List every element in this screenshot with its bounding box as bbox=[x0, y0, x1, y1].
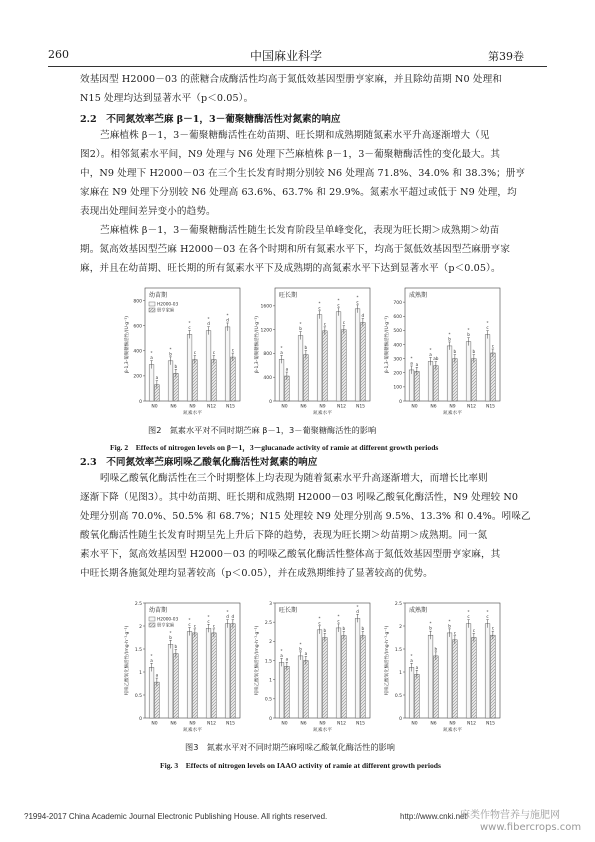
y-tick-label: 600 bbox=[393, 315, 402, 321]
paragraph-line: 期。氮高效基因型苎麻 H2000－03 在各个时期和所有氮素水平下，均高于氮低效基因型苎麻册亨家 bbox=[80, 244, 511, 255]
significance-label: a bbox=[429, 351, 432, 357]
significance-label: a bbox=[285, 656, 289, 662]
bar-册亨家麻-N6 bbox=[304, 355, 309, 401]
bar-H2000-03-N6 bbox=[168, 644, 173, 718]
significance-label: d bbox=[226, 614, 229, 620]
significance-label: b bbox=[467, 332, 470, 338]
x-tick-label: N9 bbox=[189, 721, 196, 727]
bar-H2000-03-N15 bbox=[225, 624, 230, 718]
significance-label: b bbox=[448, 623, 451, 629]
bar-册亨家麻-N6 bbox=[174, 654, 179, 718]
x-tick-label: N6 bbox=[170, 404, 177, 410]
x-tick-label: N0 bbox=[411, 404, 418, 410]
bar-H2000-03-N15 bbox=[485, 624, 490, 718]
significance-star: * bbox=[448, 331, 451, 337]
significance-star: * bbox=[467, 609, 470, 615]
significance-label: c bbox=[318, 305, 321, 311]
panel-title: 成熟期 bbox=[409, 292, 428, 299]
significance-star: * bbox=[429, 347, 432, 353]
significance-star: * bbox=[280, 345, 283, 351]
significance-star: * bbox=[299, 641, 302, 647]
significance-star: * bbox=[337, 297, 340, 303]
bar-H2000-03-N12 bbox=[466, 624, 471, 718]
panel-title: 幼苗期 bbox=[149, 607, 168, 614]
bar-H2000-03-N9 bbox=[187, 632, 192, 718]
paragraph-line: N15 处理均达到显著水平（p＜0.05）。 bbox=[80, 93, 254, 104]
y-tick-label: 0.5 bbox=[264, 697, 272, 703]
bar-册亨家麻-N9 bbox=[193, 360, 198, 401]
bar-册亨家麻-N6 bbox=[434, 656, 439, 718]
significance-label: b bbox=[169, 634, 172, 640]
y-tick-label: 1.5 bbox=[264, 659, 272, 665]
chart-panel-旺长期 bbox=[253, 288, 370, 416]
bar-册亨家麻-N0 bbox=[415, 371, 420, 401]
paragraph-line: 苎麻植株 β－1，3－葡聚糖酶活性在幼苗期、旺长期和成熟期随氮素水平升高逐渐增大（见 bbox=[100, 130, 490, 141]
significance-label: c bbox=[472, 627, 476, 633]
y-tick-label: 100 bbox=[393, 385, 402, 391]
y-tick-label: 0 bbox=[399, 399, 402, 405]
x-axis-label: 氮素水平 bbox=[182, 728, 203, 733]
y-tick-label: 0 bbox=[399, 716, 402, 722]
x-tick-label: N9 bbox=[319, 404, 326, 410]
y-axis-label: β-1,3-葡聚糖酶活性/(U·g⁻¹) bbox=[125, 315, 130, 374]
y-tick-label: 0 bbox=[139, 716, 142, 722]
figure-3-caption-cn: 图3 氮素水平对不同时期苎麻吲哚乙酸氧化酶活性的影响 bbox=[185, 742, 395, 752]
significance-label: a bbox=[410, 360, 413, 366]
x-tick-label: N15 bbox=[225, 721, 236, 727]
x-tick-label: N15 bbox=[225, 404, 236, 410]
bar-册亨家麻-N0 bbox=[155, 682, 160, 718]
y-tick-label: 200 bbox=[393, 371, 402, 377]
bar-册亨家麻-N15 bbox=[231, 357, 236, 401]
legend-swatch bbox=[149, 302, 155, 306]
x-axis-label: 氮素水平 bbox=[312, 728, 333, 733]
significance-star: * bbox=[280, 648, 283, 654]
bar-H2000-03-N12 bbox=[206, 628, 211, 718]
significance-label: b bbox=[174, 363, 178, 369]
significance-label: d bbox=[361, 313, 365, 319]
significance-label: a bbox=[280, 349, 283, 355]
bar-H2000-03-N6 bbox=[168, 361, 173, 401]
significance-label: b bbox=[434, 646, 438, 652]
significance-star: * bbox=[150, 350, 153, 356]
bar-H2000-03-N0 bbox=[149, 667, 154, 718]
x-tick-label: N6 bbox=[300, 404, 307, 410]
significance-label: c bbox=[491, 343, 495, 349]
significance-label: c bbox=[486, 614, 489, 620]
significance-label: b bbox=[304, 345, 308, 351]
page-number: 260 bbox=[48, 48, 69, 61]
significance-star: * bbox=[318, 615, 321, 621]
chart-panel-成熟期 bbox=[383, 288, 500, 416]
y-tick-label: 1.5 bbox=[394, 647, 402, 653]
legend-swatch bbox=[149, 308, 155, 312]
significance-label: a bbox=[285, 366, 289, 372]
bar-册亨家麻-N15 bbox=[361, 322, 366, 401]
significance-label: c bbox=[212, 623, 216, 629]
bar-册亨家麻-N6 bbox=[174, 373, 179, 401]
significance-label: c bbox=[323, 321, 327, 327]
y-tick-label: 2.5 bbox=[394, 601, 402, 607]
y-tick-label: 2.5 bbox=[264, 620, 272, 626]
paragraph-line: 表现出处理间差异变小的趋势。 bbox=[80, 206, 216, 217]
bar-H2000-03-N15 bbox=[355, 618, 360, 718]
y-tick-label: 3 bbox=[269, 601, 272, 607]
significance-label: d bbox=[226, 317, 229, 323]
y-tick-label: 1 bbox=[269, 678, 272, 684]
bar-H2000-03-N12 bbox=[466, 342, 471, 401]
panel-title: 旺长期 bbox=[279, 292, 298, 299]
y-tick-label: 300 bbox=[393, 357, 402, 363]
paragraph-line: 中，N9 处理下 H2000－03 在三个生长发育时期分别较 N6 处理高 71.8%、34.0% 和 38.3%；册亨 bbox=[80, 168, 526, 179]
significance-star: * bbox=[188, 320, 191, 326]
bar-册亨家麻-N9 bbox=[453, 640, 458, 718]
x-tick-label: N0 bbox=[281, 404, 288, 410]
significance-label: c bbox=[337, 618, 340, 624]
x-tick-label: N12 bbox=[466, 404, 477, 410]
significance-star: * bbox=[207, 316, 210, 322]
y-tick-label: 1 bbox=[139, 670, 142, 676]
x-tick-label: N9 bbox=[449, 721, 456, 727]
y-tick-label: 2 bbox=[399, 624, 402, 630]
watermark-cn: 麻类作物营养与施肥网 bbox=[460, 810, 560, 821]
significance-label: c bbox=[188, 621, 191, 627]
x-tick-label: N0 bbox=[151, 404, 158, 410]
y-tick-label: 600 bbox=[133, 324, 142, 330]
figure-3-caption-en: Fig. 3 Effects of nitrogen levels on IAAO activity of ramie at different growth periods bbox=[160, 761, 441, 770]
x-tick-label: N9 bbox=[319, 721, 326, 727]
bar-册亨家麻-N12 bbox=[212, 360, 217, 401]
significance-star: * bbox=[318, 300, 321, 306]
y-axis-label: β-1,3-葡聚糖酶活性/(U·g⁻¹) bbox=[385, 315, 390, 374]
y-tick-label: 2 bbox=[139, 624, 142, 630]
significance-star: * bbox=[207, 614, 210, 620]
bar-册亨家麻-N0 bbox=[415, 674, 420, 718]
significance-label: a bbox=[155, 672, 159, 678]
paragraph-line: 处理分别高 70.0%、50.5% 和 68.7%；N15 处理较 N9 处理分别高 9.5%、13.3% 和 0.4%。吲哚乙 bbox=[80, 511, 531, 522]
significance-label: d bbox=[356, 608, 359, 614]
bar-H2000-03-N0 bbox=[279, 359, 284, 401]
significance-label: c bbox=[193, 623, 197, 629]
x-tick-label: N0 bbox=[151, 721, 158, 727]
x-tick-label: N6 bbox=[170, 721, 177, 727]
bar-册亨家麻-N15 bbox=[231, 624, 236, 718]
bar-H2000-03-N0 bbox=[149, 365, 154, 401]
x-tick-label: N0 bbox=[411, 721, 418, 727]
legend-swatch bbox=[149, 617, 155, 621]
bar-H2000-03-N9 bbox=[317, 630, 322, 718]
panel-title: 幼苗期 bbox=[149, 292, 168, 299]
significance-label: b bbox=[448, 336, 451, 342]
significance-label: c bbox=[356, 299, 359, 305]
y-tick-label: 2 bbox=[269, 640, 272, 646]
significance-star: * bbox=[356, 604, 359, 610]
y-tick-label: 400 bbox=[263, 376, 272, 382]
bar-H2000-03-N12 bbox=[206, 331, 211, 401]
bar-H2000-03-N9 bbox=[447, 633, 452, 718]
paragraph-line: 逐渐下降（见图3）。其中幼苗期、旺长期和成熟期 H2000－03 吲哚乙酸氧化酶活性，N9 处理较 N0 bbox=[80, 492, 519, 503]
x-tick-label: N0 bbox=[281, 721, 288, 727]
x-tick-label: N15 bbox=[355, 721, 366, 727]
x-tick-label: N15 bbox=[485, 721, 496, 727]
bar-册亨家麻-N9 bbox=[453, 359, 458, 401]
significance-star: * bbox=[410, 355, 413, 361]
significance-label: a bbox=[415, 664, 419, 670]
bar-H2000-03-N6 bbox=[428, 361, 433, 401]
significance-label: c bbox=[231, 347, 235, 353]
significance-label: a bbox=[415, 361, 419, 367]
significance-label: d bbox=[231, 614, 235, 620]
paragraph-line: 图2）。相邻氮素水平间，N9 处理与 N6 处理下苎麻植株 β－1，3－葡聚糖酶活性的变化最大。其 bbox=[80, 149, 501, 160]
y-tick-label: 0 bbox=[269, 716, 272, 722]
significance-label: c bbox=[193, 350, 197, 356]
bar-册亨家麻-N15 bbox=[361, 636, 366, 718]
bar-册亨家麻-N12 bbox=[212, 633, 217, 718]
panel-title: 成熟期 bbox=[409, 607, 428, 614]
y-axis-label: 吲哚乙酸氧化酶活性/(mg·h⁻¹·g⁻¹) bbox=[255, 625, 260, 696]
y-tick-label: 800 bbox=[263, 352, 272, 358]
y-tick-label: 1.5 bbox=[134, 647, 142, 653]
bar-册亨家麻-N12 bbox=[342, 636, 347, 718]
y-tick-label: 2.5 bbox=[134, 601, 142, 607]
significance-label: b bbox=[169, 351, 172, 357]
y-axis-label: 吲哚乙酸氧化酶活性/(mg·h⁻¹·g⁻¹) bbox=[385, 625, 390, 696]
section-heading-2-3: 2.3 不同氮效率苎麻吲哚乙酸氧化酶活性对氮素的响应 bbox=[80, 457, 318, 468]
y-tick-label: 500 bbox=[393, 329, 402, 335]
bar-册亨家麻-N9 bbox=[323, 331, 328, 401]
significance-star: * bbox=[337, 613, 340, 619]
x-tick-label: N15 bbox=[355, 404, 366, 410]
bar-H2000-03-N0 bbox=[279, 662, 284, 718]
paragraph-line: 苎麻植株 β－1，3－葡聚糖酶活性随生长发育阶段呈单峰变化，表现为旺长期＞成熟期＞幼苗 bbox=[100, 225, 500, 236]
significance-label: a bbox=[155, 375, 159, 381]
x-tick-label: N12 bbox=[466, 721, 477, 727]
paragraph-line: 麻，并且在幼苗期、旺长期的所有氮素水平下及成熟期的高氮素水平下达到显著水平（p＜0.05）。 bbox=[80, 263, 501, 274]
bar-H2000-03-N12 bbox=[336, 312, 341, 401]
bar-H2000-03-N15 bbox=[485, 335, 490, 401]
bar-H2000-03-N6 bbox=[298, 656, 303, 718]
paragraph-line: 中旺长期各施氮处理均显著较高（p＜0.05），并在成熟期维持了显著较高的优势。 bbox=[80, 568, 433, 579]
y-tick-label: 400 bbox=[393, 343, 402, 349]
y-tick-label: 1 bbox=[399, 670, 402, 676]
watermark-url: www.fibercrops.com bbox=[480, 822, 582, 833]
header-rule bbox=[48, 66, 547, 67]
y-axis-label: β-1,3-葡聚糖酶活性/(U·g⁻¹) bbox=[255, 315, 260, 374]
significance-label: b bbox=[299, 326, 302, 332]
bar-册亨家麻-N0 bbox=[285, 666, 290, 718]
significance-label: b bbox=[299, 646, 302, 652]
bar-册亨家麻-N6 bbox=[304, 661, 309, 719]
bar-册亨家麻-N15 bbox=[491, 353, 496, 401]
section-heading-2-2: 2.2 不同氮效率苎麻 β－1，3－葡聚糖酶活性对氮素的响应 bbox=[80, 114, 341, 125]
y-tick-label: 1600 bbox=[260, 304, 272, 310]
significance-label: b bbox=[472, 349, 476, 355]
significance-label: a bbox=[410, 657, 413, 663]
significance-star: * bbox=[356, 294, 359, 300]
significance-star: * bbox=[467, 327, 470, 333]
x-tick-label: N12 bbox=[336, 404, 347, 410]
x-tick-label: N12 bbox=[206, 404, 217, 410]
bar-册亨家麻-N12 bbox=[342, 330, 347, 401]
bar-H2000-03-N0 bbox=[409, 370, 414, 401]
x-tick-label: N6 bbox=[300, 721, 307, 727]
bar-H2000-03-N15 bbox=[355, 309, 360, 401]
significance-star: * bbox=[150, 653, 153, 659]
chart-panel-幼苗期 bbox=[123, 601, 240, 733]
volume-label: 第39卷 bbox=[488, 50, 524, 63]
significance-label: b bbox=[361, 626, 365, 632]
x-tick-label: N12 bbox=[206, 721, 217, 727]
significance-label: c bbox=[212, 350, 216, 356]
significance-star: * bbox=[226, 609, 229, 615]
significance-label: c bbox=[342, 320, 346, 326]
significance-star: * bbox=[226, 312, 229, 318]
chart-panel-成熟期 bbox=[383, 601, 500, 733]
significance-label: c bbox=[337, 302, 340, 308]
significance-label: b bbox=[323, 627, 327, 633]
y-tick-label: 0.5 bbox=[134, 693, 142, 699]
significance-star: * bbox=[188, 617, 191, 623]
x-tick-label: N9 bbox=[449, 404, 456, 410]
cnki-url[interactable]: http://www.cnki.net bbox=[400, 812, 467, 821]
x-axis-label: 氮素水平 bbox=[442, 728, 463, 733]
copyright-notice: ?1994-2017 China Academic Journal Electronic Publishing House. All rights reserved. bbox=[24, 812, 328, 821]
bar-H2000-03-N6 bbox=[298, 336, 303, 401]
bar-H2000-03-N9 bbox=[317, 315, 322, 401]
figure-2 bbox=[115, 280, 515, 420]
y-tick-label: 0.5 bbox=[394, 693, 402, 699]
y-tick-label: 400 bbox=[133, 349, 142, 355]
significance-star: * bbox=[169, 630, 172, 636]
figure-3 bbox=[115, 593, 515, 738]
significance-label: a bbox=[150, 657, 153, 663]
significance-label: c bbox=[453, 630, 457, 636]
bar-册亨家麻-N6 bbox=[434, 366, 439, 401]
x-tick-label: N6 bbox=[430, 721, 437, 727]
figure-2-caption-en: Fig. 2 Effects of nitrogen levels on β－1，3－glucanade activity of ramie at different growth periods bbox=[110, 443, 439, 452]
significance-label: b bbox=[429, 625, 432, 631]
chart-panel-旺长期 bbox=[253, 601, 370, 733]
chart-panel-幼苗期 bbox=[123, 288, 240, 416]
significance-star: * bbox=[429, 621, 432, 627]
significance-star: * bbox=[486, 609, 489, 615]
paragraph-line: 家麻在 N9 处理下分别较 N6 处理高 63.6%、63.7% 和 29.9%。氮素水平超过或低于 N9 处理，均 bbox=[80, 187, 517, 198]
y-tick-label: 0 bbox=[269, 399, 272, 405]
significance-label: a bbox=[304, 650, 308, 656]
y-tick-label: 700 bbox=[393, 300, 402, 306]
x-axis-label: 氮素水平 bbox=[312, 411, 333, 416]
figure-2-chart bbox=[115, 280, 515, 420]
bar-册亨家麻-N12 bbox=[472, 638, 477, 719]
x-axis-label: 氮素水平 bbox=[442, 411, 463, 416]
significance-label: c bbox=[467, 614, 470, 620]
bar-册亨家麻-N12 bbox=[472, 359, 477, 401]
significance-label: c bbox=[491, 625, 495, 631]
bar-H2000-03-N6 bbox=[428, 635, 433, 718]
x-axis-label: 氮素水平 bbox=[182, 411, 203, 416]
y-tick-label: 1200 bbox=[260, 328, 272, 334]
significance-label: b bbox=[453, 349, 457, 355]
bar-H2000-03-N9 bbox=[187, 334, 192, 401]
significance-label: b bbox=[174, 644, 178, 650]
bar-H2000-03-N9 bbox=[447, 346, 452, 401]
significance-label: a bbox=[150, 355, 153, 361]
x-tick-label: N6 bbox=[430, 404, 437, 410]
significance-star: * bbox=[448, 618, 451, 624]
significance-label: c bbox=[318, 620, 321, 626]
legend-swatch bbox=[149, 623, 155, 627]
significance-star: * bbox=[410, 653, 413, 659]
journal-title: 中国麻业科学 bbox=[250, 49, 323, 63]
y-tick-label: 200 bbox=[133, 374, 142, 380]
paragraph-line: 吲哚乙酸氧化酶活性在三个时期整体上均表现为随着氮素水平升高逐渐增大，而增长比率则 bbox=[100, 473, 488, 484]
significance-star: * bbox=[169, 346, 172, 352]
paragraph-line: 效基因型 H2000－03 的蔗糖合成酶活性均高于氮低效基因型册亨家麻，并且除幼苗期 N0 处理和 bbox=[80, 74, 502, 85]
bar-册亨家麻-N9 bbox=[323, 638, 328, 719]
figure-2-caption-cn: 图2 氮素水平对不同时期苎麻 β－1，3－葡聚糖酶活性的影响 bbox=[148, 425, 377, 435]
significance-label: c bbox=[188, 325, 191, 331]
legend-label: H2000-03 bbox=[157, 302, 179, 308]
y-tick-label: 0 bbox=[139, 399, 142, 405]
paragraph-line: 酸氧化酶活性随生长发育时期呈先上升后下降的趋势，表现为旺长期＞幼苗期＞成熟期。同一氮 bbox=[80, 530, 488, 541]
significance-label: b bbox=[342, 626, 346, 632]
significance-label: a bbox=[280, 652, 283, 658]
legend-label: H2000-03 bbox=[157, 617, 179, 623]
significance-star: * bbox=[299, 321, 302, 327]
legend-label: 册亨家麻 bbox=[157, 623, 175, 629]
bar-H2000-03-N0 bbox=[409, 667, 414, 718]
bar-册亨家麻-N15 bbox=[491, 635, 496, 718]
significance-label: c bbox=[207, 618, 210, 624]
paragraph-line: 素水平下，氮高效基因型 H2000－03 的吲哚乙酸氧化酶活性整体高于氮低效基因型册亨家麻，其 bbox=[80, 549, 501, 560]
significance-label: ab bbox=[433, 356, 439, 362]
bar-H2000-03-N15 bbox=[225, 327, 230, 401]
figure-3-chart bbox=[115, 593, 515, 738]
legend-label: 册亨家麻 bbox=[157, 308, 175, 314]
significance-label: d bbox=[207, 321, 210, 327]
panel-title: 旺长期 bbox=[279, 607, 298, 614]
significance-label: c bbox=[486, 325, 489, 331]
bar-册亨家麻-N9 bbox=[193, 633, 198, 718]
bar-H2000-03-N12 bbox=[336, 628, 341, 718]
x-tick-label: N9 bbox=[189, 404, 196, 410]
significance-star: * bbox=[486, 320, 489, 326]
y-axis-label: 吲哚乙酸氧化酶活性/(mg·h⁻¹·g⁻¹) bbox=[125, 625, 130, 696]
x-tick-label: N12 bbox=[336, 721, 347, 727]
x-tick-label: N15 bbox=[485, 404, 496, 410]
y-tick-label: 800 bbox=[133, 299, 142, 305]
